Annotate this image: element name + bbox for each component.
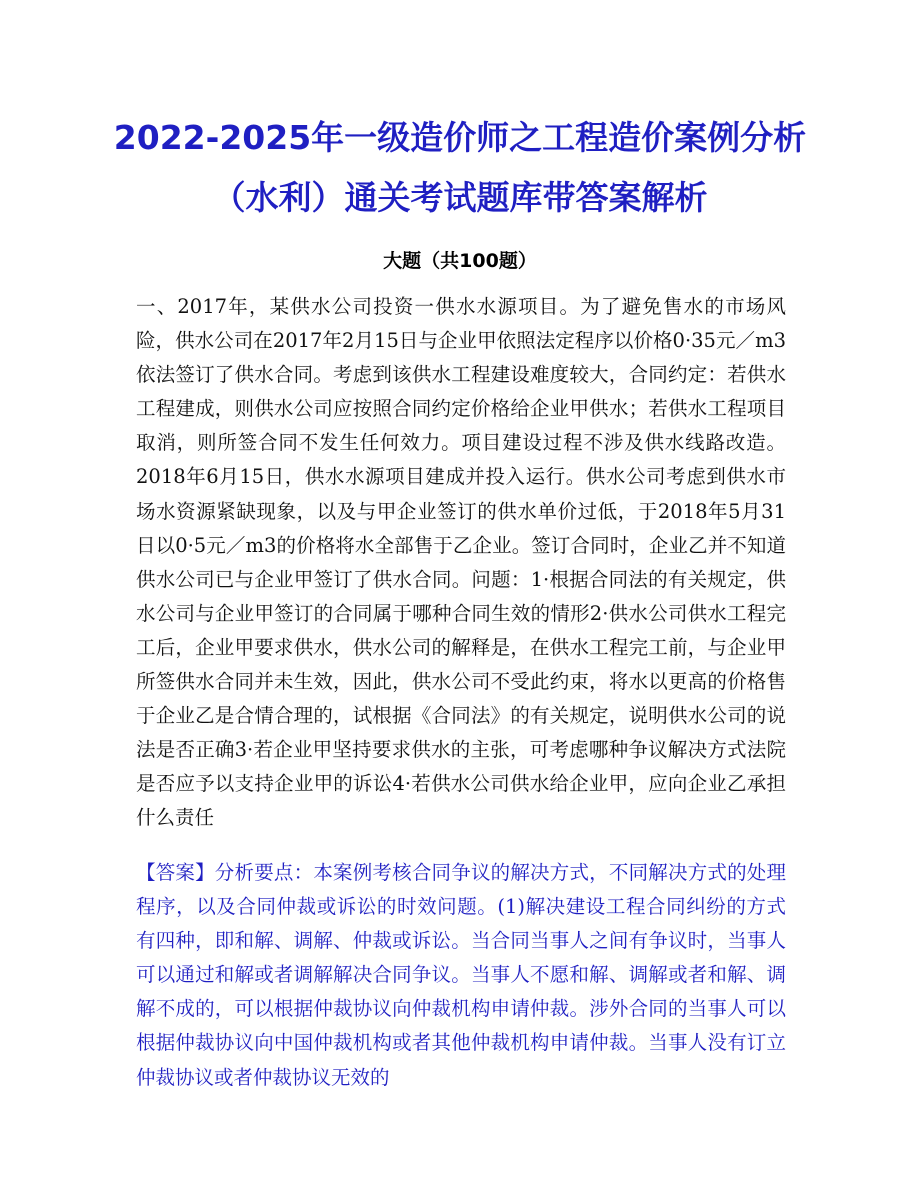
section-heading: 大题（共100题）: [383, 250, 537, 272]
document-title: 2022-2025年一级造价师之工程造价案例分析（水利）通关考试题库带答案解析: [113, 118, 807, 217]
answer-text: 【答案】分析要点：本案例考核合同争议的解决方式，不同解决方式的处理程序，以及合同仲裁或诉讼的时效问题。(1)解决建设工程合同纠纷的方式有四种，即和解、调解、仲裁或诉讼。当合同当事人之间有争议时，当事人可以通过和解或者调解解决合同争议。当事人不愿和解、调解或者和解、调解不成的，可以根据仲裁协议向仲裁机构申请仲裁。涉外合同的当事人可以根据仲裁协议向中国仲裁机构或者其他仲裁机构申请仲裁。当事人没有订立仲裁协议或者仲裁协议无效的: [136, 861, 786, 1089]
question-text: 一、2017年，某供水公司投资一供水水源项目。为了避免售水的市场风险，供水公司在2017年2月15日与企业甲依照法定程序以价格0·35元／m3依法签订了供水合同。考虑到该供水工程建设难度较大，合同约定：若供水工程建成，则供水公司应按照合同约定价格给企业甲供水；若供水工程项目取消，则所签合同不发生任何效力。项目建设过程不涉及供水线路改造。2018年6月15日，供水水源项目建成并投入运行。供水公司考虑到供水市场水资源紧缺现象，以及与甲企业签订的供水单价过低，于2018年5月31日以0·5元／m3的价格将水全部售于乙企业。签订合同时，企业乙并不知道供水公司已与企业甲签订了供水合同。问题：1·根据合同法的有关规定，供水公司与企业甲签订的合同属于哪种合同生效的情形2·供水公司供水工程完工后，企业甲要求供水，供水公司的解释是，在供水工程完工前，与企业甲所签供水合同并未生效，因此，供水公司不受此约束，将水以更高的价格售于企业乙是合情合理的，试根据《合同法》的有关规定，说明供水公司的说法是否正确3·若企业甲坚持要求供水的主张，可考虑哪种争议解决方式法院是否应予以支持企业甲的诉讼4·若供水公司供水给企业甲，应向企业乙承担什么责任: [136, 295, 786, 830]
